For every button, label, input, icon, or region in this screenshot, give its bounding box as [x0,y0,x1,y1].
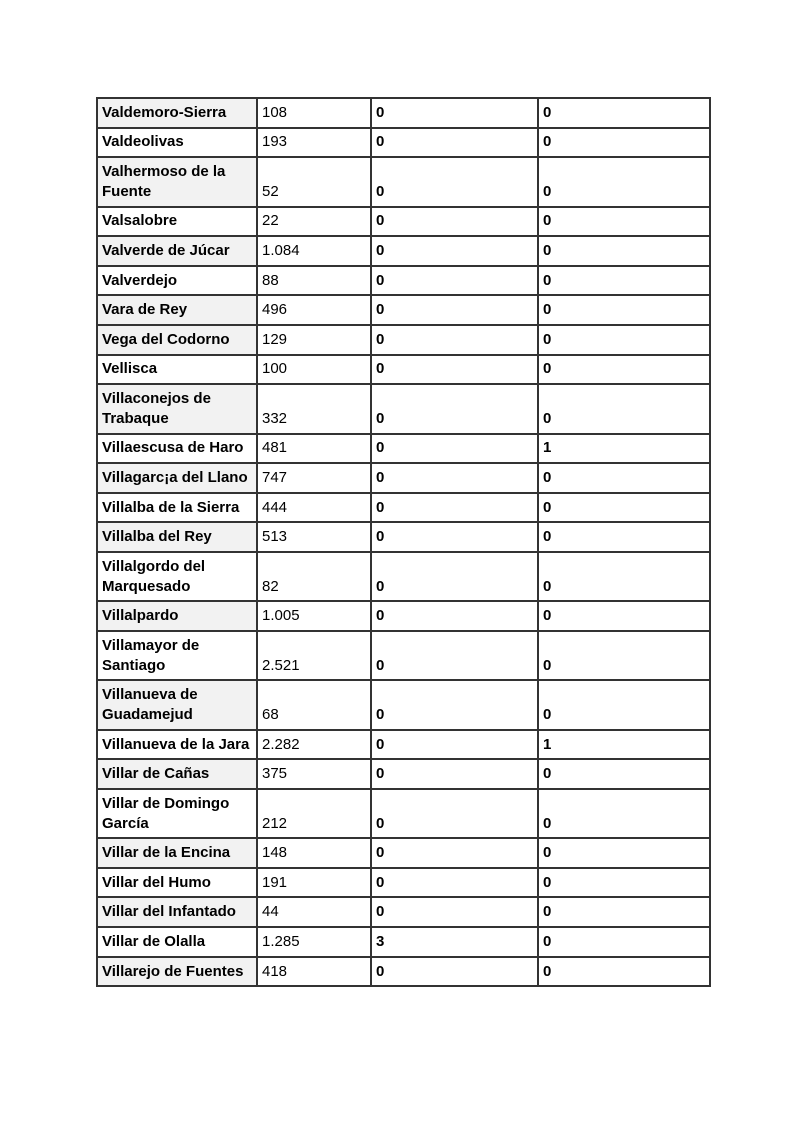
table-row [97,463,710,493]
count-b-cell: 0 [538,631,710,680]
municipality-name-cell: Villar de la Encina [97,838,257,868]
municipality-name-cell: Villar de Domingo García [97,789,257,838]
count-a-cell: 0 [371,157,538,206]
count-a-cell: 0 [371,128,538,158]
table-row [97,927,710,957]
count-a-cell: 0 [371,355,538,385]
count-a-cell: 0 [371,789,538,838]
table-row [97,897,710,927]
value-cell: 52 [257,157,371,206]
value-cell: 418 [257,957,371,987]
municipality-name-cell: Villar de Cañas [97,759,257,789]
value-cell: 68 [257,680,371,729]
count-b-cell: 0 [538,325,710,355]
count-b-cell: 0 [538,522,710,552]
count-b-cell: 0 [538,680,710,729]
table-row [97,295,710,325]
municipality-name-cell: Villaescusa de Haro [97,434,257,464]
value-cell: 747 [257,463,371,493]
count-a-cell: 3 [371,927,538,957]
municipality-name-cell: Villalba del Rey [97,522,257,552]
municipality-name-cell: Valsalobre [97,207,257,237]
table-row [97,680,710,729]
count-b-cell: 1 [538,730,710,760]
value-cell: 481 [257,434,371,464]
value-cell: 212 [257,789,371,838]
value-cell: 100 [257,355,371,385]
municipality-name-cell: Villalgordo del Marquesado [97,552,257,601]
count-a-cell: 0 [371,868,538,898]
value-cell: 444 [257,493,371,523]
municipality-name-cell: Villagarc¡a del Llano [97,463,257,493]
count-b-cell: 0 [538,295,710,325]
count-a-cell: 0 [371,236,538,266]
count-b-cell: 1 [538,434,710,464]
value-cell: 2.282 [257,730,371,760]
value-cell: 496 [257,295,371,325]
table-row [97,384,710,433]
value-cell: 332 [257,384,371,433]
count-b-cell: 0 [538,838,710,868]
count-b-cell: 0 [538,897,710,927]
count-a-cell: 0 [371,522,538,552]
count-a-cell: 0 [371,730,538,760]
table-row [97,128,710,158]
table-row [97,601,710,631]
table-row [97,838,710,868]
value-cell: 22 [257,207,371,237]
municipality-name-cell: Villamayor de Santiago [97,631,257,680]
count-a-cell: 0 [371,601,538,631]
value-cell: 191 [257,868,371,898]
count-a-cell: 0 [371,897,538,927]
municipalities-table [96,97,711,987]
count-b-cell: 0 [538,789,710,838]
table-row [97,868,710,898]
count-a-cell: 0 [371,98,538,128]
count-b-cell: 0 [538,266,710,296]
value-cell: 129 [257,325,371,355]
count-a-cell: 0 [371,838,538,868]
count-a-cell: 0 [371,207,538,237]
table-row [97,493,710,523]
municipality-name-cell: Villanueva de la Jara [97,730,257,760]
municipality-name-cell: Villar de Olalla [97,927,257,957]
count-b-cell: 0 [538,493,710,523]
table-row [97,631,710,680]
table-row [97,522,710,552]
count-b-cell: 0 [538,355,710,385]
table-row [97,730,710,760]
value-cell: 82 [257,552,371,601]
table-row [97,355,710,385]
count-b-cell: 0 [538,384,710,433]
count-b-cell: 0 [538,236,710,266]
value-cell: 375 [257,759,371,789]
municipality-name-cell: Vara de Rey [97,295,257,325]
table-row [97,957,710,987]
value-cell: 148 [257,838,371,868]
count-a-cell: 0 [371,384,538,433]
count-a-cell: 0 [371,463,538,493]
value-cell: 193 [257,128,371,158]
count-b-cell: 0 [538,927,710,957]
municipalities-table-body [97,98,710,986]
municipality-name-cell: Villar del Humo [97,868,257,898]
value-cell: 44 [257,897,371,927]
municipality-name-cell: Villaconejos de Trabaque [97,384,257,433]
count-a-cell: 0 [371,493,538,523]
municipality-name-cell: Valdemoro-Sierra [97,98,257,128]
count-a-cell: 0 [371,759,538,789]
count-a-cell: 0 [371,957,538,987]
value-cell: 1.005 [257,601,371,631]
table-row [97,98,710,128]
municipality-name-cell: Valdeolivas [97,128,257,158]
table-row [97,266,710,296]
table-row [97,434,710,464]
count-b-cell: 0 [538,128,710,158]
count-a-cell: 0 [371,434,538,464]
municipality-name-cell: Villanueva de Guadamejud [97,680,257,729]
table-row [97,759,710,789]
table-row [97,325,710,355]
count-b-cell: 0 [538,868,710,898]
municipality-name-cell: Villar del Infantado [97,897,257,927]
count-b-cell: 0 [538,759,710,789]
municipality-name-cell: Vellisca [97,355,257,385]
table-row [97,789,710,838]
count-b-cell: 0 [538,957,710,987]
count-a-cell: 0 [371,295,538,325]
value-cell: 1.084 [257,236,371,266]
municipality-name-cell: Villalpardo [97,601,257,631]
value-cell: 513 [257,522,371,552]
municipality-name-cell: Valhermoso de la Fuente [97,157,257,206]
count-b-cell: 0 [538,463,710,493]
count-b-cell: 0 [538,98,710,128]
municipality-name-cell: Villalba de la Sierra [97,493,257,523]
value-cell: 2.521 [257,631,371,680]
value-cell: 108 [257,98,371,128]
table-row [97,207,710,237]
municipality-name-cell: Valverde de Júcar [97,236,257,266]
count-a-cell: 0 [371,325,538,355]
count-b-cell: 0 [538,601,710,631]
count-b-cell: 0 [538,552,710,601]
municipality-name-cell: Vega del Codorno [97,325,257,355]
table-row [97,236,710,266]
count-b-cell: 0 [538,157,710,206]
table-row [97,552,710,601]
municipality-name-cell: Villarejo de Fuentes [97,957,257,987]
table-row [97,157,710,206]
count-a-cell: 0 [371,552,538,601]
municipality-name-cell: Valverdejo [97,266,257,296]
count-a-cell: 0 [371,680,538,729]
count-a-cell: 0 [371,266,538,296]
count-a-cell: 0 [371,631,538,680]
value-cell: 1.285 [257,927,371,957]
value-cell: 88 [257,266,371,296]
count-b-cell: 0 [538,207,710,237]
